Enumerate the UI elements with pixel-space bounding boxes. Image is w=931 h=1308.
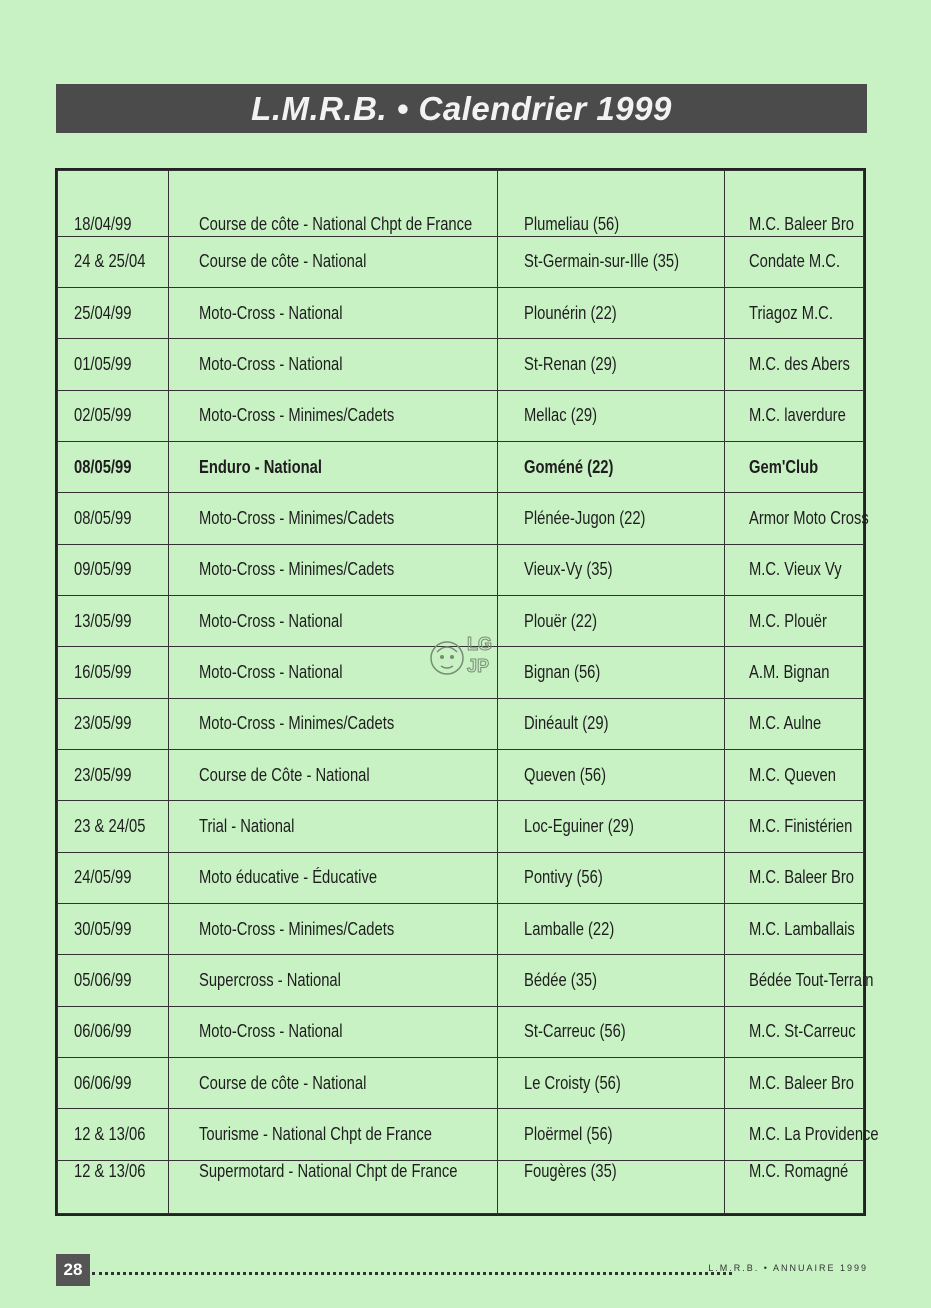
- row-event-cell: [169, 903, 498, 954]
- row-club-cell: [725, 236, 864, 287]
- row-place: Fougères (35): [524, 1161, 617, 1182]
- table-row: [58, 1109, 864, 1160]
- row-club: M.C. Romagné: [749, 1161, 849, 1182]
- row-date-cell: [58, 1006, 169, 1057]
- row-place: St-Renan (29): [524, 354, 617, 374]
- row-club-cell: [725, 903, 864, 954]
- row-club-cell: [725, 171, 864, 237]
- row-club-cell: [725, 698, 864, 749]
- row-date-cell: [58, 955, 169, 1006]
- row-date: 02/05/99: [74, 405, 132, 426]
- row-event-cell: [169, 1109, 498, 1160]
- row-place: Plounérin (22): [524, 302, 617, 323]
- row-club-cell: [725, 749, 864, 800]
- row-place-cell: [498, 339, 725, 390]
- row-date-cell: [58, 390, 169, 441]
- table-row: [58, 1057, 864, 1108]
- row-event-cell: [169, 955, 498, 1006]
- row-date-cell: [58, 1160, 169, 1213]
- row-event-cell: [169, 852, 498, 903]
- row-event-cell: [169, 544, 498, 595]
- page-footer: [56, 1254, 868, 1286]
- row-date: 12 & 13/06: [74, 1161, 146, 1182]
- row-date-cell: [58, 698, 169, 749]
- table-row: [58, 339, 864, 390]
- row-date-cell: [58, 903, 169, 954]
- row-place: Pontivy (56): [524, 867, 603, 888]
- row-event: Moto-Cross - Minimes/Cadets: [199, 713, 395, 734]
- row-club-cell: [725, 288, 864, 339]
- row-event: Moto-Cross - National: [199, 610, 343, 631]
- page-number: 28: [56, 1254, 90, 1286]
- row-place-cell: [498, 493, 725, 544]
- row-club: M.C. Vieux Vy: [749, 559, 842, 580]
- row-event: Enduro - National: [199, 456, 322, 477]
- row-club-cell: [725, 1057, 864, 1108]
- row-club: M.C. Queven: [749, 764, 836, 785]
- row-place-cell: [498, 1109, 725, 1160]
- row-date: 08/05/99: [74, 507, 132, 528]
- row-date: 05/06/99: [74, 969, 132, 990]
- row-event-cell: [169, 1160, 498, 1213]
- row-place-cell: [498, 1057, 725, 1108]
- row-event-cell: [169, 698, 498, 749]
- row-date: 06/06/99: [74, 1072, 132, 1093]
- row-place-cell: [498, 171, 725, 237]
- row-event: Supermotard - National Chpt de France: [199, 1161, 458, 1182]
- row-club: M.C. Lamballais: [749, 918, 855, 939]
- row-event: Moto-Cross - Minimes/Cadets: [199, 559, 395, 580]
- row-date: 09/05/99: [74, 559, 132, 580]
- footer-dotted-line: [92, 1268, 732, 1275]
- row-date: 08/05/99: [74, 456, 132, 477]
- row-club-cell: [725, 544, 864, 595]
- row-place-cell: [498, 698, 725, 749]
- row-event: Moto-Cross - National: [199, 302, 343, 323]
- table-row: [58, 544, 864, 595]
- row-date: 30/05/99: [74, 918, 132, 939]
- row-club-cell: [725, 647, 864, 698]
- row-club-cell: [725, 595, 864, 646]
- page-title: L.M.R.B. • Calendrier 1999: [251, 89, 672, 127]
- row-place-cell: [498, 1160, 725, 1213]
- row-event-cell: [169, 236, 498, 287]
- row-event-cell: [169, 442, 498, 493]
- row-place-cell: [498, 236, 725, 287]
- row-place: Vieux-Vy (35): [524, 559, 613, 580]
- row-date: 23 & 24/05: [74, 815, 146, 836]
- row-event: Moto-Cross - National: [199, 354, 343, 374]
- row-place-cell: [498, 749, 725, 800]
- watermark-logo-icon: [425, 622, 505, 686]
- row-date-cell: [58, 288, 169, 339]
- row-event-cell: [169, 1006, 498, 1057]
- row-place: Queven (56): [524, 764, 607, 785]
- row-club-cell: [725, 493, 869, 544]
- row-club: M.C. Finistérien: [749, 815, 853, 836]
- watermark-text-1: LG: [467, 634, 492, 654]
- row-event: Moto-Cross - National: [199, 661, 343, 682]
- row-date-cell: [58, 339, 169, 390]
- row-place: Le Croisty (56): [524, 1072, 621, 1093]
- row-place-cell: [498, 595, 725, 646]
- row-club-cell: [725, 1109, 879, 1160]
- row-club: M.C. Baleer Bro: [749, 213, 854, 234]
- row-place: Mellac (29): [524, 405, 598, 426]
- row-club-cell: [725, 955, 874, 1006]
- row-date: 18/04/99: [74, 213, 132, 234]
- row-club-cell: [725, 442, 864, 493]
- footer-label: L.M.R.B. • ANNUAIRE 1999: [708, 1263, 868, 1273]
- row-club: Gem'Club: [749, 456, 819, 477]
- row-event: Course de côte - National Chpt de France: [199, 213, 473, 234]
- row-place-cell: [498, 390, 725, 441]
- row-date-cell: [58, 595, 169, 646]
- row-date: 24/05/99: [74, 867, 132, 888]
- row-place-cell: [498, 442, 725, 493]
- row-event-cell: [169, 493, 498, 544]
- row-place-cell: [498, 544, 725, 595]
- row-event-cell: [169, 171, 498, 237]
- row-place-cell: [498, 1006, 725, 1057]
- table-row: [58, 698, 864, 749]
- row-place: Plumeliau (56): [524, 213, 620, 234]
- row-event-cell: [169, 339, 498, 390]
- row-date-cell: [58, 1057, 169, 1108]
- row-club-cell: [725, 1006, 864, 1057]
- row-date-cell: [58, 236, 169, 287]
- row-date-cell: [58, 1109, 169, 1160]
- row-club: M.C. laverdure: [749, 405, 846, 426]
- row-club: M.C. La Providence: [749, 1123, 879, 1144]
- row-place: Dinéault (29): [524, 713, 609, 734]
- row-club-cell: [725, 339, 864, 390]
- row-place-cell: [498, 647, 725, 698]
- row-date-cell: [58, 852, 169, 903]
- row-place: St-Germain-sur-Ille (35): [524, 251, 680, 272]
- row-date: 12 & 13/06: [74, 1123, 146, 1144]
- row-event: Moto-Cross - Minimes/Cadets: [199, 507, 395, 528]
- row-date: 01/05/99: [74, 354, 132, 374]
- row-place: Plénée-Jugon (22): [524, 507, 646, 528]
- row-date-cell: [58, 749, 169, 800]
- row-date: 24 & 25/04: [74, 251, 146, 272]
- row-event-cell: [169, 1057, 498, 1108]
- row-place-cell: [498, 903, 725, 954]
- table-row: [58, 801, 864, 852]
- table-row: [58, 236, 864, 287]
- row-club: M.C. St-Carreuc: [749, 1021, 856, 1042]
- row-date: 25/04/99: [74, 302, 132, 323]
- table-row: [58, 903, 864, 954]
- row-event-cell: [169, 801, 498, 852]
- row-place: Ploërmel (56): [524, 1123, 613, 1144]
- row-date-cell: [58, 544, 169, 595]
- row-event: Moto éducative - Éducative: [199, 867, 378, 888]
- row-date: 06/06/99: [74, 1021, 132, 1042]
- row-event: Moto-Cross - Minimes/Cadets: [199, 918, 395, 939]
- row-place: Bédée (35): [524, 969, 598, 990]
- table-row: [58, 442, 864, 493]
- row-date-cell: [58, 801, 169, 852]
- row-date-cell: [58, 647, 169, 698]
- table-row: [58, 852, 864, 903]
- row-date: 13/05/99: [74, 610, 132, 631]
- row-club: M.C. des Abers: [749, 354, 850, 374]
- row-club: M.C. Baleer Bro: [749, 867, 854, 888]
- row-place-cell: [498, 801, 725, 852]
- table-row: [58, 749, 864, 800]
- row-place: Lamballe (22): [524, 918, 615, 939]
- row-event-cell: [169, 749, 498, 800]
- row-club: Triagoz M.C.: [749, 302, 833, 323]
- table-row: [58, 955, 864, 1006]
- row-event: Trial - National: [199, 815, 295, 836]
- row-club: A.M. Bignan: [749, 661, 830, 682]
- row-event: Moto-Cross - Minimes/Cadets: [199, 405, 395, 426]
- row-club: M.C. Baleer Bro: [749, 1072, 854, 1093]
- row-date: 16/05/99: [74, 661, 132, 682]
- row-place: Bignan (56): [524, 661, 601, 682]
- row-date-cell: [58, 493, 169, 544]
- row-club: M.C. Aulne: [749, 713, 822, 734]
- row-event: Course de côte - National: [199, 251, 367, 272]
- row-event: Tourisme - National Chpt de France: [199, 1123, 432, 1144]
- row-event: Supercross - National: [199, 969, 341, 990]
- table-row: [58, 171, 864, 237]
- table-row: [58, 1006, 864, 1057]
- row-date: 23/05/99: [74, 764, 132, 785]
- row-club: M.C. Plouër: [749, 610, 827, 631]
- table-row: [58, 390, 864, 441]
- table-row: [58, 1160, 864, 1213]
- row-date-cell: [58, 171, 169, 237]
- watermark-text-2: JP: [467, 656, 490, 676]
- row-event: Moto-Cross - National: [199, 1021, 343, 1042]
- row-date: 23/05/99: [74, 713, 132, 734]
- row-place-cell: [498, 955, 725, 1006]
- row-event: Course de Côte - National: [199, 764, 370, 785]
- row-club: Bédée Tout-Terrain: [749, 969, 874, 990]
- row-place: St-Carreuc (56): [524, 1021, 626, 1042]
- table-row: [58, 493, 864, 544]
- row-event-cell: [169, 288, 498, 339]
- row-club: Condate M.C.: [749, 251, 841, 272]
- row-place: Loc-Eguiner (29): [524, 815, 634, 836]
- calendar-table: [55, 168, 879, 1216]
- row-place-cell: [498, 288, 725, 339]
- row-club-cell: [725, 801, 864, 852]
- row-event: Course de côte - National: [199, 1072, 367, 1093]
- title-banner: [56, 84, 867, 133]
- row-club-cell: [725, 390, 864, 441]
- row-place: Plouër (22): [524, 610, 598, 631]
- row-club-cell: [725, 1160, 864, 1213]
- row-place-cell: [498, 852, 725, 903]
- table-row: [58, 288, 864, 339]
- row-club-cell: [725, 852, 864, 903]
- row-place: Goméné (22): [524, 456, 614, 477]
- row-club: Armor Moto Cross: [749, 507, 869, 528]
- row-event-cell: [169, 390, 498, 441]
- row-date-cell: [58, 442, 169, 493]
